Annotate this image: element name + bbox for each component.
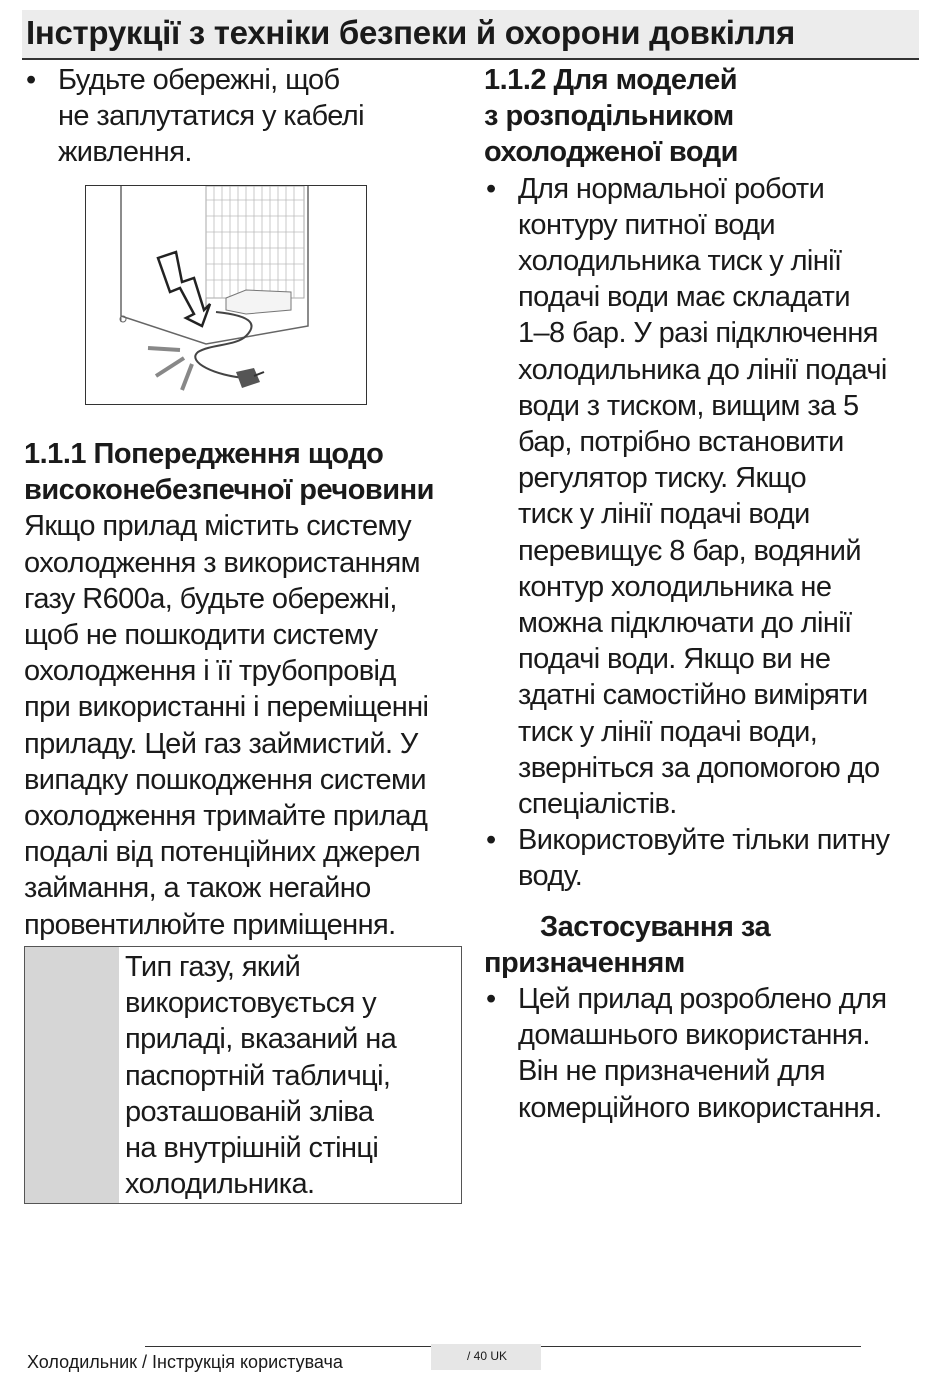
section-heading: високонебезпечної речовини bbox=[24, 474, 434, 507]
footer-doc-title: Холодильник / Інструкція користувача bbox=[27, 1352, 343, 1372]
gas-type-note bbox=[125, 949, 455, 1202]
text-line: Використовуйте тільки питну bbox=[518, 824, 890, 857]
section-heading: 1.1.1 Попередження щодо bbox=[24, 438, 384, 470]
bullet-dot: • bbox=[486, 824, 496, 857]
left-column bbox=[24, 62, 464, 171]
text-line: Якщо прилад містить систему bbox=[24, 510, 412, 543]
text-line: можна підключати до лінії bbox=[518, 607, 852, 640]
section-body bbox=[24, 508, 464, 942]
text-line: холодильника тиск у лінії bbox=[518, 245, 842, 278]
text-line: при використанні і переміщенні bbox=[24, 691, 429, 724]
section-heading: 1.1.2 Для моделей bbox=[484, 64, 738, 96]
section-1-1-1 bbox=[24, 436, 464, 943]
text-line: на внутрішній стінці bbox=[125, 1132, 379, 1165]
text-line: води з тиском, вищим за 5 bbox=[518, 389, 859, 422]
gas-type-note-box bbox=[24, 946, 462, 1204]
text-line: зверніться за допомогою до bbox=[518, 751, 880, 784]
page-title: Інструкції з техніки безпеки й охорони довкілля bbox=[26, 14, 795, 51]
bullet-home-use bbox=[484, 981, 924, 1126]
text-line: тиск у лінії подачі води bbox=[518, 498, 810, 531]
text-line: охолодження тримайте прилад bbox=[24, 800, 428, 833]
bullet-dot: • bbox=[26, 64, 36, 96]
fridge-cable-illustration bbox=[85, 185, 367, 405]
text-line: паспортній табличці, bbox=[125, 1059, 391, 1092]
text-line: Цей прилад розроблено для bbox=[518, 983, 887, 1016]
text-line: перевищує 8 бар, водяний bbox=[518, 534, 861, 567]
header-bar bbox=[22, 10, 919, 60]
page-number-box bbox=[431, 1344, 541, 1370]
text-line: здатні самостійно виміряти bbox=[518, 679, 868, 712]
note-shaded-cell bbox=[25, 947, 119, 1203]
text-line: холодильника до лінії подачі bbox=[518, 353, 887, 386]
text-line: займання, а також негайно bbox=[24, 872, 371, 905]
fridge-power-cable-hazard-icon bbox=[86, 186, 366, 404]
bullet-drinking-water bbox=[484, 822, 924, 894]
section-heading: Застосування за bbox=[540, 910, 771, 943]
text-line: 1–8 бар. У разі підключення bbox=[518, 317, 878, 350]
text-line: приладу. Цей газ займистий. У bbox=[24, 727, 418, 760]
text-line: комерційного використання. bbox=[518, 1091, 882, 1124]
section-heading: з розподільником bbox=[484, 100, 734, 133]
text-line: спеціалістів. bbox=[518, 788, 677, 821]
text-line: приладі, вказаний на bbox=[125, 1023, 397, 1056]
text-line: розташованій зліва bbox=[125, 1095, 374, 1128]
text-line: Для нормальної роботи bbox=[518, 172, 825, 205]
text-line: щоб не пошкодити систему bbox=[24, 619, 378, 652]
text-line: бар, потрібно встановити bbox=[518, 426, 844, 459]
text-line: подачі води. Якщо ви не bbox=[518, 643, 831, 676]
text-line: холодильника. bbox=[125, 1168, 315, 1201]
right-column bbox=[484, 62, 924, 1126]
text-line: Тип газу, який bbox=[125, 951, 301, 983]
text-line: регулятор тиску. Якщо bbox=[518, 462, 806, 495]
bullet-dot: • bbox=[486, 983, 496, 1016]
text-line: охолодження з використанням bbox=[24, 546, 420, 579]
text-line: контуру питної води bbox=[518, 208, 776, 241]
section-heading: охолодженої води bbox=[484, 136, 738, 169]
text-line: провентилюйте приміщення. bbox=[24, 908, 396, 941]
text-line: охолодження і її трубопровід bbox=[24, 655, 396, 688]
text-line: не заплутатися у кабелі bbox=[58, 100, 364, 133]
text-line: воду. bbox=[518, 860, 583, 893]
text-line: Будьте обережні, щоб bbox=[58, 64, 340, 96]
page-number: / 40 UK bbox=[467, 1349, 508, 1363]
bullet-cable bbox=[24, 62, 464, 171]
text-line: тиск у лінії подачі води, bbox=[518, 715, 818, 748]
text-line: Він не призначений для bbox=[518, 1055, 825, 1088]
text-line: подачі води має складати bbox=[518, 281, 850, 314]
text-line: домашнього використання. bbox=[518, 1019, 870, 1052]
text-line: живлення. bbox=[58, 136, 192, 169]
text-line: газу R600a, будьте обережні, bbox=[24, 582, 397, 615]
bullet-dot: • bbox=[486, 172, 496, 205]
text-line: контур холодильника не bbox=[518, 570, 832, 603]
text-line: випадку пошкодження системи bbox=[24, 763, 426, 796]
text-line: використовується у bbox=[125, 987, 377, 1020]
section-heading: призначенням bbox=[484, 946, 685, 979]
text-line: подалі від потенційних джерел bbox=[24, 836, 421, 869]
bullet-pressure bbox=[484, 171, 924, 823]
